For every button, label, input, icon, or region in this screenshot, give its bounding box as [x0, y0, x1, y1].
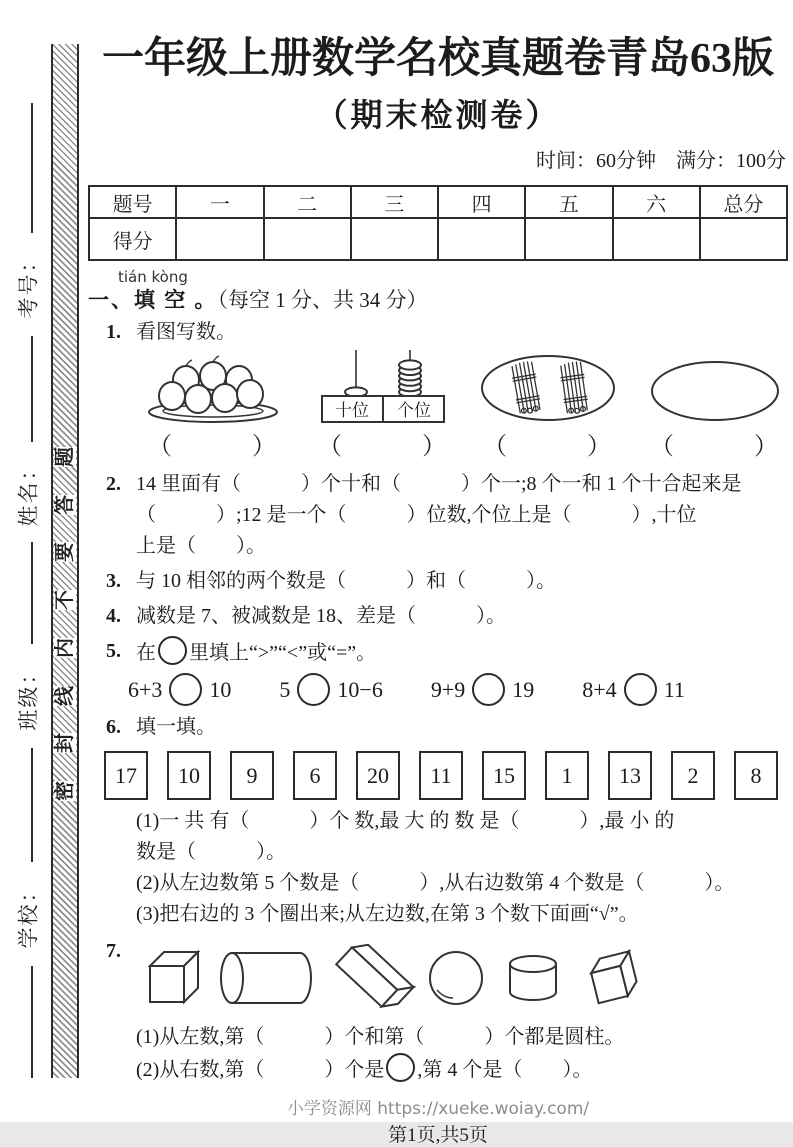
number-box: 10	[167, 751, 211, 800]
exam-number-label: 考号：	[16, 249, 40, 319]
score-cell	[264, 218, 351, 260]
peach-plate-figure	[138, 350, 288, 461]
question-1-figures	[138, 350, 788, 461]
question-2: 2. 14 里面有（ ）个十和（ ）个一;8 个一和 1 个十合起来是 （ ）;12 是一个（ ）位数,个位上是（ ）,十位 上是（ ）。	[88, 469, 788, 562]
tens-place-label: 十位	[335, 401, 369, 421]
score-cell	[613, 218, 700, 260]
number-box: 13	[608, 751, 652, 800]
writing-line	[31, 748, 33, 862]
footer-site-line: 小学资源网 https://xueke.woiay.com/	[286, 1099, 590, 1120]
score-row-label: 得分	[89, 218, 176, 260]
empty-oval-figure	[648, 360, 782, 461]
sphere-icon	[426, 948, 486, 1008]
question-6-number-boxes	[104, 751, 788, 800]
question-2-line: 上是（ ）。	[136, 535, 266, 558]
score-cell	[176, 218, 263, 260]
answer-blank: （ ）	[148, 434, 278, 461]
question-6-sub3: (3)把右边的 3 个圈出来;从左边数,在第 3 个数下面画“√”。	[136, 903, 639, 926]
writing-line	[31, 336, 33, 442]
question-6-sub2: (2)从左边数第 5 个数是（ ）,从右边数第 4 个数是（ ）。	[136, 872, 735, 895]
comparison-item: 9+9 19	[431, 673, 534, 706]
main-content	[88, 0, 788, 1147]
score-table-score-row	[89, 218, 787, 260]
pinyin-annotation: tián kòng	[118, 268, 188, 287]
score-table-header-row	[89, 186, 787, 218]
comparison-circle-icon	[158, 636, 187, 665]
cuboid-tilted-icon	[330, 938, 410, 1018]
question-4: 4. 减数是 7、被减数是 18、差是（ ）。	[106, 605, 506, 628]
score-header-cell: 二	[264, 186, 351, 218]
score-header-cell: 总分	[700, 186, 787, 218]
score-cell	[525, 218, 612, 260]
question-6-sub1-cont: 数是（ ）。	[136, 841, 286, 864]
section-one-heading: 一、填 空 。（每空 1 分、共 34 分）	[88, 288, 428, 313]
answer-blank: （ ）	[650, 434, 780, 461]
writing-line	[31, 966, 33, 1078]
comparison-circle-icon	[624, 673, 657, 706]
page-subtitle: （期末检测卷）	[315, 97, 561, 134]
score-header-cell: 五	[525, 186, 612, 218]
answer-blank: （ ）	[483, 434, 613, 461]
peach-plate-icon	[138, 350, 288, 424]
score-header-cell: 六	[613, 186, 700, 218]
answer-blank: （ ）	[318, 434, 448, 461]
seal-line-band	[51, 44, 79, 1078]
abacus-icon	[318, 350, 448, 424]
number-box: 15	[482, 751, 526, 800]
question-2-line: 14 里面有（ ）个十和（ ）个一;8 个一和 1 个十合起来是	[136, 473, 742, 496]
writing-line	[31, 103, 33, 233]
number-box: 17	[104, 751, 148, 800]
comparison-item: 5 10−6	[279, 673, 382, 706]
score-header-cell: 题号	[89, 186, 176, 218]
question-2-line: （ ）;12 是一个（ ）位数,个位上是（ ）,十位	[136, 504, 697, 527]
school-label: 学校：	[16, 879, 40, 949]
number-box: 20	[356, 751, 400, 800]
ones-place-label: 个位	[397, 401, 431, 421]
question-7-sub2: (2)从右数,第（ ）个是 ,第 4 个是（ ）。	[136, 1053, 788, 1086]
number-box: 8	[734, 751, 778, 800]
comparison-circle-icon	[472, 673, 505, 706]
question-3: 3. 与 10 相邻的两个数是（ ）和（ ）。	[106, 570, 556, 593]
seal-line-text: 题 答 要 不 内 线 封 密	[54, 447, 76, 801]
question-5-comparisons	[128, 673, 788, 706]
time-score-line: 时间：60分钟 满分：100分	[536, 150, 786, 173]
writing-line	[31, 542, 33, 644]
footer-page-number: 第1页,共5页	[388, 1125, 488, 1147]
score-header-cell: 一	[176, 186, 263, 218]
cube-tilted-icon	[580, 945, 646, 1011]
cube-icon	[136, 944, 202, 1012]
score-header-cell: 四	[438, 186, 525, 218]
sphere-icon	[386, 1053, 415, 1082]
empty-oval-icon	[648, 360, 782, 424]
stick-bundles-figure	[478, 354, 618, 461]
question-6-sub1: (1)一 共 有（ ）个 数,最 大 的 数 是（ ）,最 小 的	[136, 810, 675, 833]
question-1: 1. 看图写数。	[106, 321, 236, 344]
stick-bundles-icon	[478, 354, 618, 424]
cylinder-lying-icon	[218, 949, 314, 1007]
question-7-shapes	[136, 938, 788, 1018]
name-label: 姓名：	[16, 457, 40, 527]
number-box: 1	[545, 751, 589, 800]
number-box: 6	[293, 751, 337, 800]
score-header-cell: 三	[351, 186, 438, 218]
comparison-item: 6+3 10	[128, 673, 231, 706]
score-cell	[700, 218, 787, 260]
number-box: 2	[671, 751, 715, 800]
score-table	[88, 185, 788, 261]
comparison-circle-icon	[297, 673, 330, 706]
comparison-circle-icon	[169, 673, 202, 706]
question-5: 5. 在 里填上“>”“<”或“=”。	[88, 636, 788, 669]
abacus-figure	[318, 350, 448, 461]
comparison-item: 8+4 11	[582, 673, 685, 706]
page-title: 一年级上册数学名校真题卷青岛63版	[101, 36, 774, 82]
number-box: 9	[230, 751, 274, 800]
question-6: 6. 填一填。	[106, 716, 216, 739]
cylinder-short-icon	[502, 952, 564, 1004]
class-label: 班级：	[16, 661, 40, 731]
number-box: 11	[419, 751, 463, 800]
question-7-sub1: (1)从左数,第（ ）个和第（ ）个都是圆柱。	[136, 1026, 625, 1049]
score-cell	[351, 218, 438, 260]
score-cell	[438, 218, 525, 260]
question-6-subquestions	[88, 806, 788, 930]
question-7: 7. (1)从左数,第（ ）个和第（ ）个都是圆柱。 (2)从右数,第（ ）个是 ,第 4 个是（ ）。	[88, 936, 788, 1086]
